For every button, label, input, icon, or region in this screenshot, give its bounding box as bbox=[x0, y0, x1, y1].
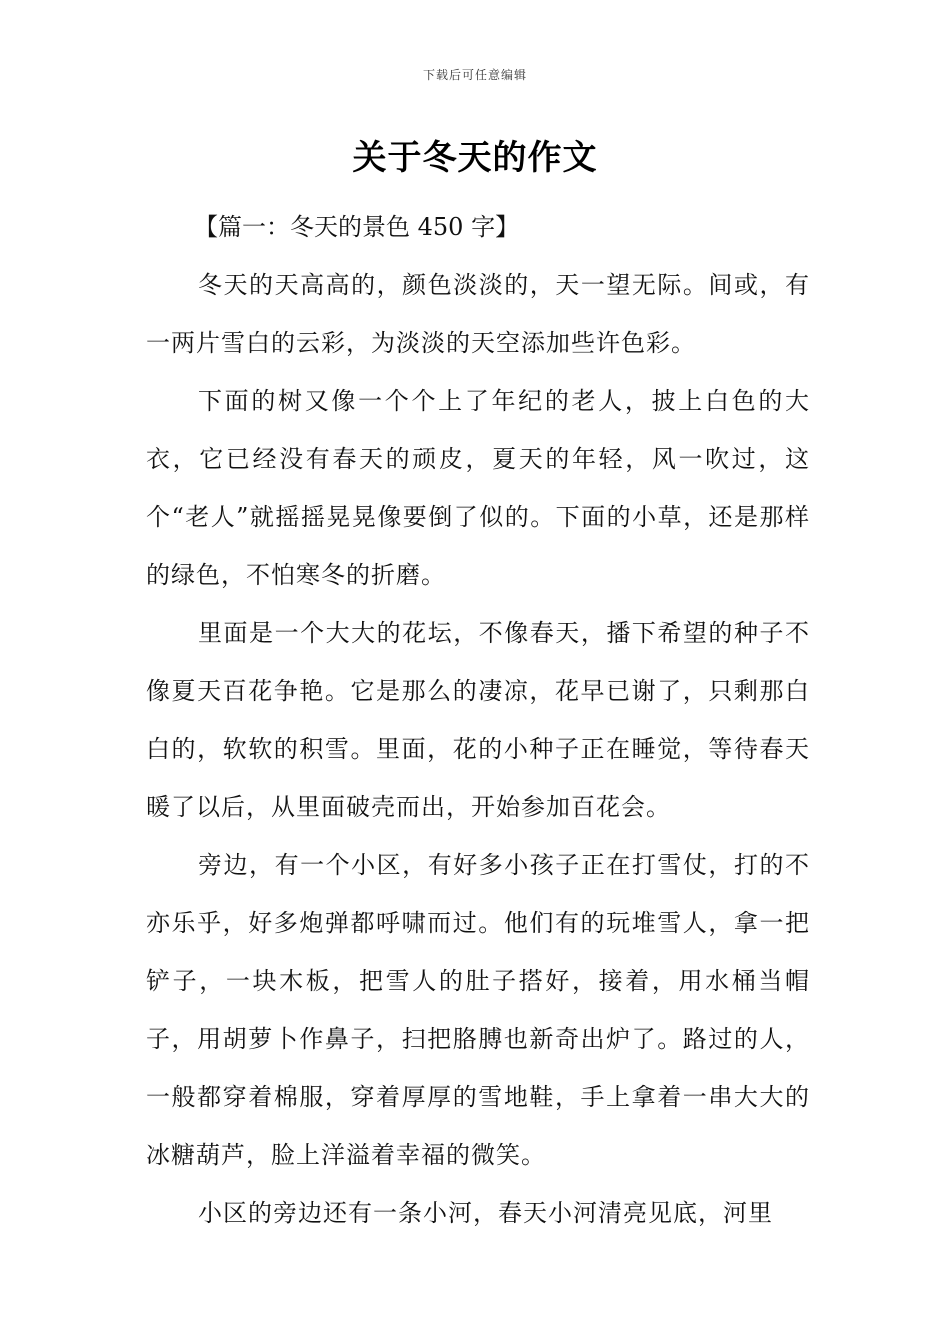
paragraph-5: 小区的旁边还有一条小河，春天小河清亮见底，河里 bbox=[198, 1199, 773, 1227]
paragraph-1: 冬天的天高高的，颜色淡淡的，天一望无际。间或，有一两片雪白的云彩，为淡淡的天空添加些许色彩。 bbox=[146, 271, 810, 357]
document-title: 关于冬天的作文 bbox=[352, 138, 598, 178]
header-note: 下载后可任意编辑 bbox=[422, 68, 527, 82]
paragraph-3: 里面是一个大大的花坛，不像春天，播下希望的种子不像夏天百花争艳。它是那么的凄凉，花早已谢了，只剩那白白的，软软的积雪。里面，花的小种子正在睡觉，等待春天暖了以后，从里面破壳而出，开始参加百花会。 bbox=[146, 619, 810, 821]
document-body bbox=[146, 198, 810, 1242]
section-heading: 【篇一：冬天的景色 450 字】 bbox=[194, 213, 520, 241]
paragraph-4: 旁边，有一个小区，有好多小孩子正在打雪仗，打的不亦乐乎，好多炮弹都呼啸而过。他们有的玩堆雪人，拿一把铲子，一块木板，把雪人的肚子搭好，接着，用水桶当帽子，用胡萝卜作鼻子，扫把胳膊也新奇出炉了。路过的人，一般都穿着棉服，穿着厚厚的雪地鞋，手上拿着一串大大的冰糖葫芦，脸上洋溢着幸福的微笑。 bbox=[146, 851, 810, 1169]
paragraph-2: 下面的树又像一个个上了年纪的老人，披上白色的大衣，它已经没有春天的顽皮，夏天的年轻，风一吹过，这个“老人”就摇摇晃晃像要倒了似的。下面的小草，还是那样的绿色，不怕寒冬的折磨。 bbox=[146, 387, 810, 589]
